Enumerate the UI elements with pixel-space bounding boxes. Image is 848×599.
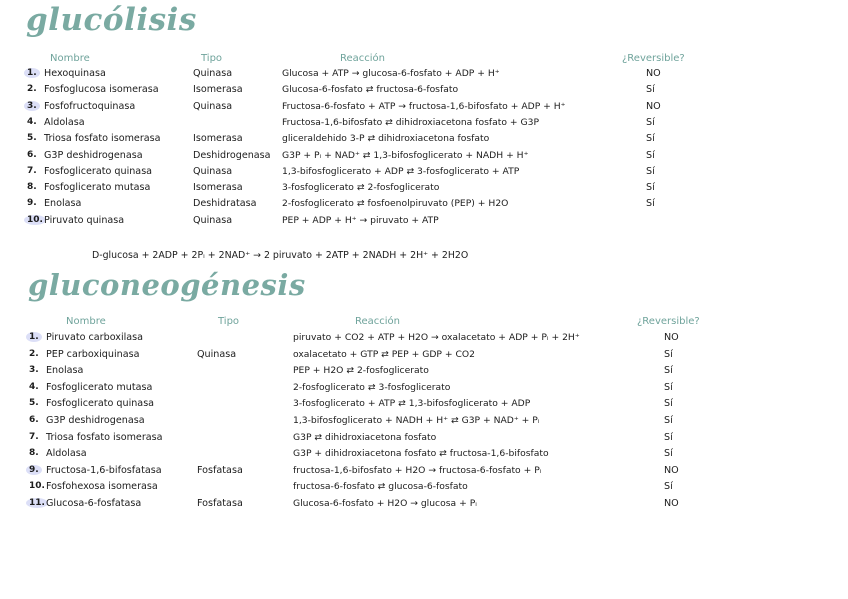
enzyme-type: Deshidrogenasa — [193, 149, 271, 161]
enzyme-name: PEP carboxiquinasa — [46, 348, 140, 360]
step-number: 7. — [29, 431, 39, 442]
reaction-equation: fructosa-6-fosfato ⇄ glucosa-6-fosfato — [293, 481, 468, 493]
glycolysis-title: glucólisis — [26, 2, 197, 38]
reaction-equation: 2-fosfoglicerato ⇄ 3-fosfoglicerato — [293, 381, 451, 393]
step-number: 4. — [27, 116, 37, 127]
reversible-value: Sí — [664, 365, 673, 377]
enzyme-name: Piruvato quinasa — [44, 214, 125, 226]
enzyme-type: Deshidratasa — [193, 198, 257, 210]
enzyme-name: Aldolasa — [46, 448, 87, 460]
reversible-value: Sí — [646, 182, 655, 194]
enzyme-name: Enolasa — [44, 198, 82, 210]
step-number: 10. — [24, 215, 46, 225]
step-number: 2. — [27, 84, 37, 95]
enzyme-name: Fosfoglicerato quinasa — [46, 398, 155, 410]
enzyme-name: Fosfoglicerato mutasa — [44, 182, 151, 194]
step-number: 1. — [24, 68, 40, 78]
reaction-equation: 1,3-bifosfoglicerato + NADH + H⁺ ⇄ G3P + NAD⁺ + Pᵢ — [293, 415, 540, 426]
reversible-value: NO — [664, 498, 679, 509]
reaction-equation: 3-fosfoglicerato + ATP ⇄ 1,3-bifosfoglicerato + ADP — [293, 398, 531, 410]
enzyme-type: Quinasa — [193, 100, 233, 112]
table-row — [0, 68, 848, 85]
reaction-equation: fructosa-1,6-bifosfato + H2O → fructosa-6-fosfato + Pᵢ — [293, 464, 542, 476]
enzyme-name: Fosfoglicerato mutasa — [46, 381, 153, 393]
enzyme-type: Isomerasa — [193, 182, 243, 194]
enzyme-type: Fosfatasa — [197, 498, 243, 509]
reaction-equation: Glucosa + ATP → glucosa-6-fosfato + ADP + H⁺ — [282, 68, 500, 79]
table-row — [0, 432, 848, 449]
step-number: 5. — [29, 398, 39, 409]
reaction-equation: 2-fosfoglicerato ⇄ fosfoenolpiruvato (PEP) + H2O — [282, 198, 509, 210]
reaction-equation: Fructosa-6-fosfato + ATP → fructosa-1,6-bifosfato + ADP + H⁺ — [282, 100, 566, 112]
reversible-value: NO — [664, 464, 679, 476]
header-tipo: Tipo — [218, 316, 240, 327]
step-number: 2. — [29, 348, 39, 359]
step-number: 10. — [29, 481, 45, 492]
enzyme-name: G3P deshidrogenasa — [44, 149, 143, 161]
reaction-equation: oxalacetato + GTP ⇄ PEP + GDP + CO2 — [293, 348, 475, 360]
header-reversible: ¿Reversible? — [622, 53, 685, 64]
enzyme-type: Isomerasa — [193, 133, 243, 145]
reaction-equation: 3-fosfoglicerato ⇄ 2-fosfoglicerato — [282, 182, 440, 194]
step-number: 9. — [26, 465, 42, 475]
header-reaccion: Reacción — [340, 53, 386, 64]
enzyme-name: Aldolasa — [44, 116, 85, 128]
enzyme-name: Fosfohexosa isomerasa — [46, 481, 158, 493]
reaction-equation: piruvato + CO2 + ATP + H2O → oxalacetato + ADP + Pᵢ + 2H⁺ — [293, 332, 580, 343]
enzyme-type: Quinasa — [193, 68, 233, 79]
header-nombre: Nombre — [50, 53, 90, 64]
table-row — [0, 84, 848, 101]
table-row — [0, 448, 848, 465]
table-row — [0, 117, 848, 134]
enzyme-type: Fosfatasa — [197, 464, 243, 476]
enzyme-name: Triosa fosfato isomerasa — [44, 133, 161, 145]
table-row — [0, 166, 848, 183]
reversible-value: Sí — [646, 149, 655, 161]
enzyme-name: Fosfoglucosa isomerasa — [44, 84, 159, 96]
step-number: 8. — [29, 448, 39, 459]
table-row — [0, 415, 848, 432]
enzyme-name: Triosa fosfato isomerasa — [46, 431, 163, 443]
table-row — [0, 215, 848, 232]
reversible-value: Sí — [664, 431, 673, 443]
enzyme-type: Quinasa — [193, 165, 233, 177]
reaction-equation: Glucosa-6-fosfato + H2O → glucosa + Pᵢ — [293, 498, 477, 509]
glycolysis-summary-equation: D-glucosa + 2ADP + 2Pᵢ + 2NAD⁺ → 2 piruvato + 2ATP + 2NADH + 2H⁺ + 2H2O — [92, 250, 469, 261]
reversible-value: Sí — [646, 84, 655, 96]
table-row — [0, 101, 848, 118]
step-number: 7. — [27, 165, 37, 176]
reaction-equation: Fructosa-1,6-bifosfato ⇄ dihidroxiacetona fosfato + G3P — [282, 116, 540, 128]
reaction-equation: G3P + Pᵢ + NAD⁺ ⇄ 1,3-bifosfoglicerato + NADH + H⁺ — [282, 149, 529, 161]
table-row — [0, 481, 848, 498]
reaction-equation: G3P ⇄ dihidroxiacetona fosfato — [293, 431, 437, 443]
header-reversible: ¿Reversible? — [637, 316, 700, 327]
step-number: 1. — [26, 332, 42, 342]
step-number: 5. — [27, 133, 37, 144]
step-number: 3. — [24, 101, 40, 111]
table-row — [0, 465, 848, 482]
enzyme-type: Quinasa — [197, 348, 237, 360]
header-reaccion: Reacción — [355, 316, 401, 327]
enzyme-name: Fosfoglicerato quinasa — [44, 165, 153, 177]
reversible-value: Sí — [646, 165, 655, 177]
reversible-value: Sí — [646, 198, 655, 210]
table-row — [0, 498, 848, 515]
reaction-equation: G3P + dihidroxiacetona fosfato ⇄ fructosa-1,6-bifosfato — [293, 448, 549, 460]
reversible-value: Sí — [646, 116, 655, 128]
reversible-value: Sí — [664, 448, 673, 460]
enzyme-name: Fosfofructoquinasa — [44, 100, 136, 112]
reversible-value: Sí — [664, 381, 673, 393]
reversible-value: NO — [646, 68, 661, 79]
reversible-value: Sí — [646, 133, 655, 145]
reaction-equation: Glucosa-6-fosfato ⇄ fructosa-6-fosfato — [282, 84, 459, 96]
enzyme-name: Glucosa-6-fosfatasa — [46, 498, 142, 509]
step-number: 9. — [27, 198, 37, 209]
reaction-equation: 1,3-bifosfoglicerato + ADP ⇄ 3-fosfoglicerato + ATP — [282, 165, 520, 177]
enzyme-type: Quinasa — [193, 214, 233, 226]
reversible-value: Sí — [664, 415, 673, 426]
reaction-equation: PEP + H2O ⇄ 2-fosfoglicerato — [293, 365, 429, 377]
reversible-value: Sí — [664, 348, 673, 360]
reaction-equation: gliceraldehido 3-P ⇄ dihidroxiacetona fosfato — [282, 133, 490, 145]
table-row — [0, 365, 848, 382]
table-row — [0, 150, 848, 167]
table-row — [0, 332, 848, 349]
step-number: 3. — [29, 365, 39, 376]
reversible-value: NO — [646, 100, 661, 112]
enzyme-name: Piruvato carboxilasa — [46, 332, 144, 343]
enzyme-name: G3P deshidrogenasa — [46, 415, 145, 426]
enzyme-name: Fructosa-1,6-bifosfatasa — [46, 464, 162, 476]
enzyme-name: Enolasa — [46, 365, 84, 377]
reversible-value: Sí — [664, 398, 673, 410]
table-row — [0, 182, 848, 199]
header-tipo: Tipo — [201, 53, 223, 64]
reversible-value: Sí — [664, 481, 673, 493]
step-number: 8. — [27, 182, 37, 193]
header-nombre: Nombre — [66, 316, 106, 327]
enzyme-name: Hexoquinasa — [44, 68, 106, 79]
step-number: 6. — [27, 149, 37, 160]
gluconeogenesis-title: gluconeogénesis — [28, 268, 306, 302]
reversible-value: NO — [664, 332, 679, 343]
table-row — [0, 398, 848, 415]
step-number: 6. — [29, 415, 39, 425]
table-row — [0, 382, 848, 399]
table-row — [0, 349, 848, 366]
reaction-equation: PEP + ADP + H⁺ → piruvato + ATP — [282, 214, 439, 226]
step-number: 11. — [26, 498, 48, 508]
enzyme-type: Isomerasa — [193, 84, 243, 96]
table-row — [0, 198, 848, 215]
step-number: 4. — [29, 381, 39, 392]
table-row — [0, 133, 848, 150]
